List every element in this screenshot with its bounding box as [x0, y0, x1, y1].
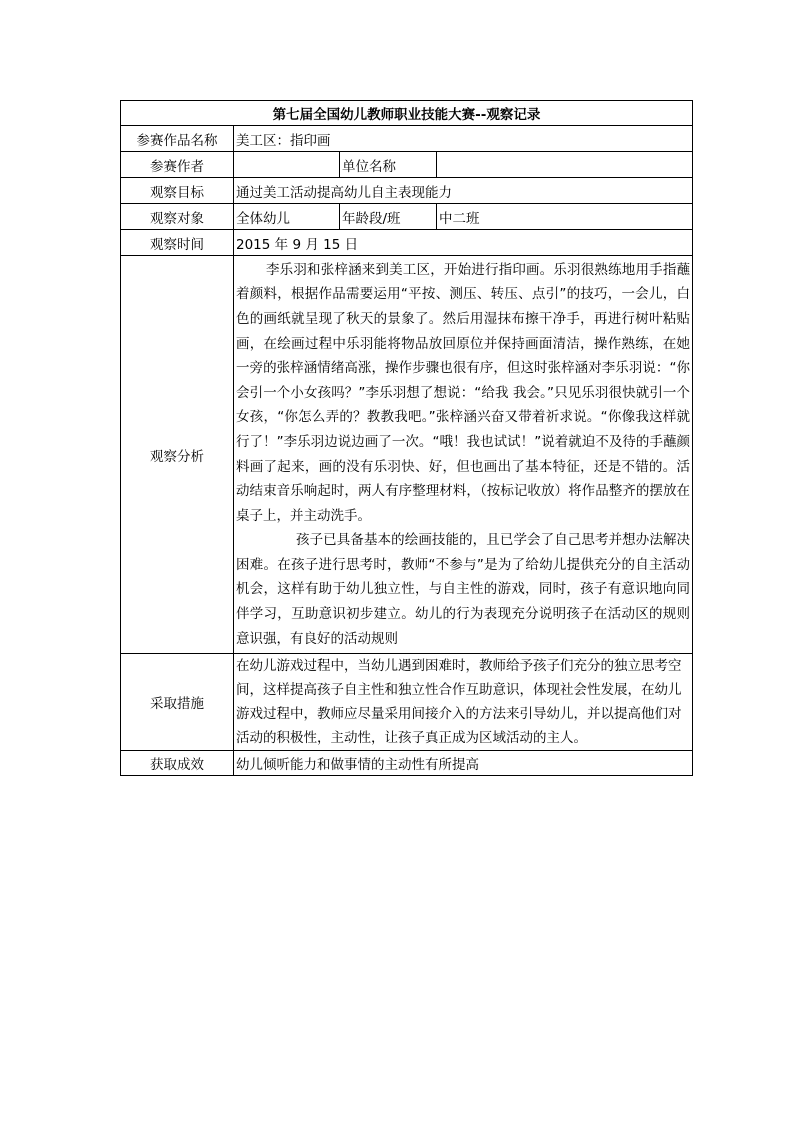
author-row	[121, 152, 693, 178]
analysis-cell	[234, 256, 693, 654]
result-label: 获取成效	[121, 751, 234, 776]
age-class-label: 年龄段/班	[340, 204, 437, 230]
goal-value: 通过美工活动提高幼儿自主表现能力	[234, 178, 693, 204]
measures-value: 在幼儿游戏过程中，当幼儿遇到困难时，教师给予孩子们充分的独立思考空间，这样提高孩子自主性和独立性合作互助意识，体现社会性发展，在幼儿游戏过程中，教师应尽量采用间接介入的方法来引导幼儿，并以提高他们对活动的积极性，主动性，让孩子真正成为区域活动的主人。	[234, 654, 693, 751]
time-row	[121, 230, 693, 256]
goal-row	[121, 178, 693, 204]
time-value: 2015 年 9 月 15 日	[234, 230, 693, 256]
analysis-paragraph-2: 孩子已具备基本的绘画技能的，且已学会了自己思考并想办法解决困难。在孩子进行思考时，教师“不参与”是为了给幼儿提供充分的自主活动机会，这样有助于幼儿独立性，与自主性的游戏，同时，孩子有意识地向同伴学习，互助意识初步建立。幼儿的行为表现充分说明孩子在活动区的规则意识强，有良好的活动规则	[236, 532, 691, 647]
observation-record-table	[120, 100, 693, 776]
work-name-value: 美工区：指印画	[234, 126, 693, 152]
analysis-row	[121, 256, 693, 654]
age-class-value: 中二班	[437, 204, 693, 230]
time-label: 观察时间	[121, 230, 234, 256]
title-row	[121, 101, 693, 126]
measures-label: 采取措施	[121, 654, 234, 751]
unit-label: 单位名称	[340, 152, 437, 178]
measures-row	[121, 654, 693, 751]
analysis-paragraph-1: 李乐羽和张梓涵来到美工区，开始进行指印画。乐羽很熟练地用手指蘸着颜料，根据作品需要运用“平按、测压、转压、点引”的技巧，一会儿，白色的画纸就呈现了秋天的景象了。然后用湿抹布擦干净手，再进行树叶粘贴画，在绘画过程中乐羽能将物品放回原位并保持画面清洁，操作熟练，在她一旁的张梓涵情绪高涨，操作步骤也很有序，但这时张梓涵对李乐羽说：“你会引一个小女孩吗？”李乐羽想了想说：“给我 我会。”只见乐羽很快就引一个女孩，“你怎么弄的？教教我吧。”张梓涵兴奋又带着祈求说。“你像我这样就行了！”李乐羽边说边画了一次。“哦！我也试试！”说着就迫不及待的手蘸颜料画了起来，画的没有乐羽快、好，但也画出了基本特征，还是不错的。活动结束音乐响起时，两人有序整理材料，（按标记收放）将作品整齐的摆放在桌子上，并主动洗手。	[236, 261, 691, 524]
work-name-row	[121, 126, 693, 152]
target-label: 观察对象	[121, 204, 234, 230]
unit-value	[437, 152, 693, 178]
analysis-label: 观察分析	[121, 256, 234, 654]
target-row	[121, 204, 693, 230]
result-value: 幼儿倾听能力和做事情的主动性有所提高	[234, 751, 693, 776]
record-title: 第七届全国幼儿教师职业技能大赛--观察记录	[121, 101, 693, 126]
result-row	[121, 751, 693, 776]
author-label: 参赛作者	[121, 152, 234, 178]
author-value	[234, 152, 340, 178]
work-name-label: 参赛作品名称	[121, 126, 234, 152]
goal-label: 观察目标	[121, 178, 234, 204]
target-value: 全体幼儿	[234, 204, 340, 230]
